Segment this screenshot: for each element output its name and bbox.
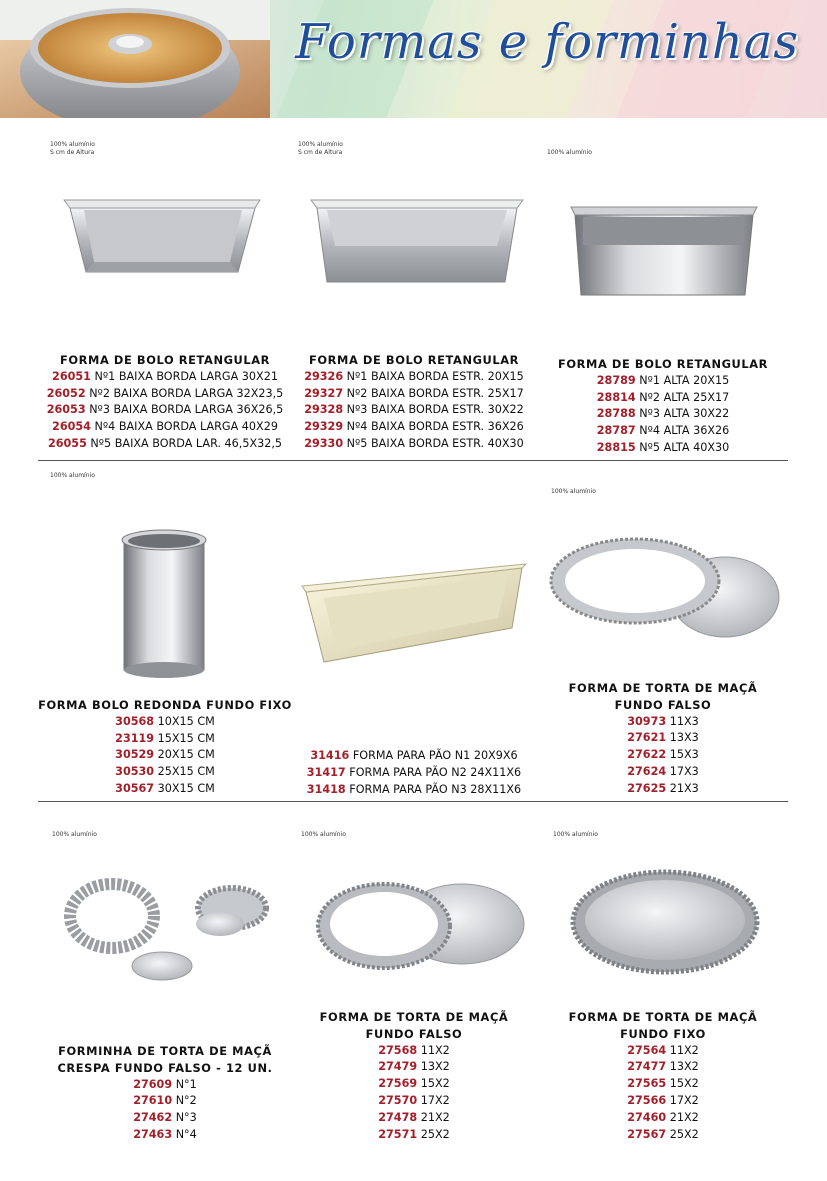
product-title: FORMINHA DE TORTA DE MAÇÃ xyxy=(58,1044,272,1058)
product-line xyxy=(533,1110,793,1127)
product-code: 31417 xyxy=(306,765,346,779)
product-desc: 17X2 xyxy=(669,1093,699,1107)
product-title: FORMA DE BOLO RETANGULAR xyxy=(59,353,271,367)
product-block xyxy=(284,352,544,453)
product-title: FORMA DE TORTA DE MAÇÃ xyxy=(568,681,758,695)
product-line xyxy=(533,730,793,747)
product-desc: 21X2 xyxy=(669,1110,699,1124)
product-title: FORMA DE TORTA DE MAÇÃ xyxy=(568,1010,758,1024)
product-line xyxy=(533,423,793,440)
product-desc: Nº2 BAIXA BORDA ESTR. 25X17 xyxy=(346,386,524,400)
product-code: 27622 xyxy=(627,748,667,762)
tart-pan-fixed-bottom-image xyxy=(567,868,762,980)
material-note: 100% alumínio xyxy=(551,488,596,495)
product-code: 27477 xyxy=(627,1060,667,1074)
product-code: 27625 xyxy=(627,781,667,795)
rectangular-pan-tall-image xyxy=(565,195,760,300)
product-code: 31418 xyxy=(306,782,346,796)
product-code: 29330 xyxy=(304,436,344,450)
material-note: 100% alumínio xyxy=(50,472,95,479)
tart-pan-false-bottom-image xyxy=(312,880,532,975)
product-line xyxy=(284,748,544,765)
product-block xyxy=(35,1043,295,1144)
product-block xyxy=(284,748,544,798)
product-code: 30568 xyxy=(115,714,155,728)
product-desc: 25X15 CM xyxy=(157,765,215,779)
product-line xyxy=(35,1110,295,1127)
product-code: 27609 xyxy=(133,1077,173,1091)
product-line xyxy=(284,1110,544,1127)
product-desc: Nº3 ALTA 30X22 xyxy=(639,407,730,421)
product-code: 27571 xyxy=(378,1127,418,1141)
product-code: 26051 xyxy=(52,369,91,383)
product-block xyxy=(35,352,295,453)
product-code: 30973 xyxy=(627,714,667,728)
product-desc: Nº5 ALTA 40X30 xyxy=(639,440,730,454)
product-line xyxy=(284,419,544,436)
product-title: FORMA BOLO REDONDA FUNDO FIXO xyxy=(38,698,292,712)
product-code: 31416 xyxy=(310,749,350,762)
product-line xyxy=(533,764,793,781)
product-code: 27567 xyxy=(627,1127,667,1141)
product-title: FUNDO FIXO xyxy=(620,1026,706,1041)
product-code: 27621 xyxy=(627,731,667,745)
product-code: 28814 xyxy=(596,390,636,404)
product-code: 27463 xyxy=(133,1127,173,1141)
product-code: 28789 xyxy=(596,373,636,387)
rectangular-pan-straight-image xyxy=(305,172,530,292)
product-desc: 15X2 xyxy=(669,1077,699,1091)
product-code: 27462 xyxy=(133,1111,173,1125)
product-line xyxy=(533,781,793,798)
product-line xyxy=(284,386,544,403)
product-line xyxy=(35,386,295,403)
product-desc: 13X3 xyxy=(669,731,699,745)
material-note: 100% alumínio S cm de Altura xyxy=(298,141,343,156)
rectangular-pan-low-wide-image xyxy=(60,180,265,285)
product-code: 27564 xyxy=(627,1043,667,1057)
product-line xyxy=(35,781,295,798)
product-desc: N°3 xyxy=(175,1111,197,1125)
material-note: 100% alumínio xyxy=(301,831,346,838)
product-code: 30567 xyxy=(115,781,155,795)
product-desc: 17X3 xyxy=(669,764,699,778)
product-code: 27479 xyxy=(378,1060,418,1074)
product-code: 27460 xyxy=(627,1110,667,1124)
product-line xyxy=(284,1076,544,1093)
product-desc: Nº4 ALTA 36X26 xyxy=(639,424,730,438)
product-line xyxy=(35,369,295,386)
material-note: 100% alumínio xyxy=(52,831,97,838)
product-code: 30530 xyxy=(115,765,155,779)
product-desc: 15X15 CM xyxy=(157,731,215,745)
product-line xyxy=(284,1093,544,1110)
product-line xyxy=(35,747,295,764)
product-desc: 11X3 xyxy=(669,714,699,728)
product-code: 26052 xyxy=(46,386,86,400)
product-line xyxy=(533,1059,793,1076)
product-desc: 30X15 CM xyxy=(157,781,215,795)
product-desc: Nº1 BAIXA BORDA LARGA 30X21 xyxy=(94,369,278,383)
product-line xyxy=(35,419,295,436)
product-code: 30529 xyxy=(115,748,155,762)
product-block xyxy=(284,1009,544,1143)
product-code: 28787 xyxy=(596,424,636,438)
product-line xyxy=(35,731,295,748)
product-desc: Nº3 BAIXA BORDA LARGA 36X26,5 xyxy=(89,403,284,417)
product-line xyxy=(35,436,295,453)
product-line xyxy=(533,747,793,764)
product-code: 27624 xyxy=(627,764,667,778)
product-line xyxy=(35,1093,295,1110)
product-line xyxy=(284,782,544,799)
product-title: FORMA DE BOLO RETANGULAR xyxy=(557,357,769,371)
material-note: 100% alumínio S cm de Altura xyxy=(50,141,95,156)
product-desc: N°4 xyxy=(175,1127,197,1141)
product-line xyxy=(284,402,544,419)
product-title: FUNDO FALSO xyxy=(614,697,712,712)
product-desc: 13X2 xyxy=(420,1060,450,1074)
product-desc: 21X2 xyxy=(420,1110,450,1124)
product-line xyxy=(533,406,793,423)
product-line xyxy=(35,764,295,781)
product-desc: Nº3 BAIXA BORDA ESTR. 30X22 xyxy=(346,403,524,417)
product-desc: N°2 xyxy=(175,1094,197,1108)
product-line xyxy=(533,1076,793,1093)
product-title: FORMA DE TORTA DE MAÇÃ xyxy=(319,1010,509,1024)
material-note: 100% alumínio xyxy=(553,831,598,838)
product-code: 27570 xyxy=(378,1093,418,1107)
product-desc: Nº2 BAIXA BORDA LARGA 32X23,5 xyxy=(89,386,284,400)
product-desc: Nº5 BAIXA BORDA ESTR. 40X30 xyxy=(346,436,524,450)
page-title: Formas e forminhas xyxy=(295,14,799,70)
product-desc: 17X2 xyxy=(420,1093,450,1107)
product-code: 27478 xyxy=(378,1110,418,1124)
product-line xyxy=(35,714,295,731)
product-desc: FORMA PARA PÃO N2 24X11X6 xyxy=(349,765,522,779)
product-code: 29326 xyxy=(304,369,344,383)
product-code: 27610 xyxy=(133,1094,173,1108)
material-note: 100% alumínio xyxy=(547,149,592,156)
product-desc: Nº2 ALTA 25X17 xyxy=(639,390,730,404)
product-line xyxy=(284,436,544,453)
product-block xyxy=(533,1009,793,1143)
product-code: 27568 xyxy=(378,1043,418,1057)
product-line xyxy=(533,1043,793,1060)
product-desc: 21X3 xyxy=(669,781,699,795)
product-desc: 20X15 CM xyxy=(157,748,215,762)
small-tart-pans-image xyxy=(62,876,272,986)
product-line xyxy=(533,1093,793,1110)
product-line xyxy=(533,390,793,407)
product-code: 27569 xyxy=(378,1077,418,1091)
product-line xyxy=(284,369,544,386)
product-code: 29327 xyxy=(304,386,344,400)
product-line xyxy=(284,765,544,782)
product-code: 26053 xyxy=(46,403,86,417)
product-desc: Nº4 BAIXA BORDA LARGA 40X29 xyxy=(94,420,278,434)
product-desc: 25X2 xyxy=(420,1127,450,1141)
product-block xyxy=(35,697,295,798)
product-desc: Nº1 ALTA 20X15 xyxy=(639,373,730,387)
product-code: 28788 xyxy=(596,407,636,421)
bread-pan-image xyxy=(300,558,528,670)
product-line xyxy=(284,1059,544,1076)
product-code: 29328 xyxy=(304,403,344,417)
product-line xyxy=(35,402,295,419)
product-code: 29329 xyxy=(304,420,344,434)
product-desc: 11X2 xyxy=(420,1043,450,1057)
pie-pan-false-bottom-image xyxy=(545,535,785,645)
product-desc: 15X3 xyxy=(669,748,699,762)
product-line xyxy=(284,1043,544,1060)
product-desc: 11X2 xyxy=(669,1043,699,1057)
product-desc: 15X2 xyxy=(420,1077,450,1091)
product-block xyxy=(533,680,793,798)
product-line xyxy=(533,373,793,390)
product-code: 26054 xyxy=(52,420,91,434)
product-desc: N°1 xyxy=(175,1077,197,1091)
round-pan-fixed-bottom-image xyxy=(112,522,217,682)
page-header xyxy=(0,0,827,118)
product-code: 27565 xyxy=(627,1077,667,1091)
product-line xyxy=(533,714,793,731)
product-desc: 25X2 xyxy=(669,1127,699,1141)
product-desc: 13X2 xyxy=(669,1060,699,1074)
product-desc: Nº1 BAIXA BORDA ESTR. 20X15 xyxy=(346,369,524,383)
section-divider xyxy=(38,460,788,461)
product-line xyxy=(533,440,793,457)
product-desc: FORMA PARA PÃO N3 28X11X6 xyxy=(349,782,522,796)
product-line xyxy=(35,1127,295,1144)
product-code: 23119 xyxy=(115,731,155,745)
product-code: 28815 xyxy=(596,440,636,454)
product-block xyxy=(533,356,793,457)
product-line xyxy=(284,1127,544,1144)
section-divider xyxy=(38,801,788,802)
product-title: CRESPA FUNDO FALSO - 12 UN. xyxy=(57,1060,273,1075)
product-title: FORMA DE BOLO RETANGULAR xyxy=(308,353,520,367)
cake-photo xyxy=(0,0,270,118)
product-desc: Nº5 BAIXA BORDA LAR. 46,5X32,5 xyxy=(90,436,283,450)
product-code: 26055 xyxy=(47,436,87,450)
product-title: FUNDO FALSO xyxy=(365,1026,463,1041)
product-desc: Nº4 BAIXA BORDA ESTR. 36X26 xyxy=(346,420,524,434)
product-desc: FORMA PARA PÃO N1 20X9X6 xyxy=(352,749,518,762)
product-code: 27566 xyxy=(627,1093,667,1107)
product-line xyxy=(35,1077,295,1094)
product-desc: 10X15 CM xyxy=(157,714,215,728)
product-line xyxy=(533,1127,793,1144)
